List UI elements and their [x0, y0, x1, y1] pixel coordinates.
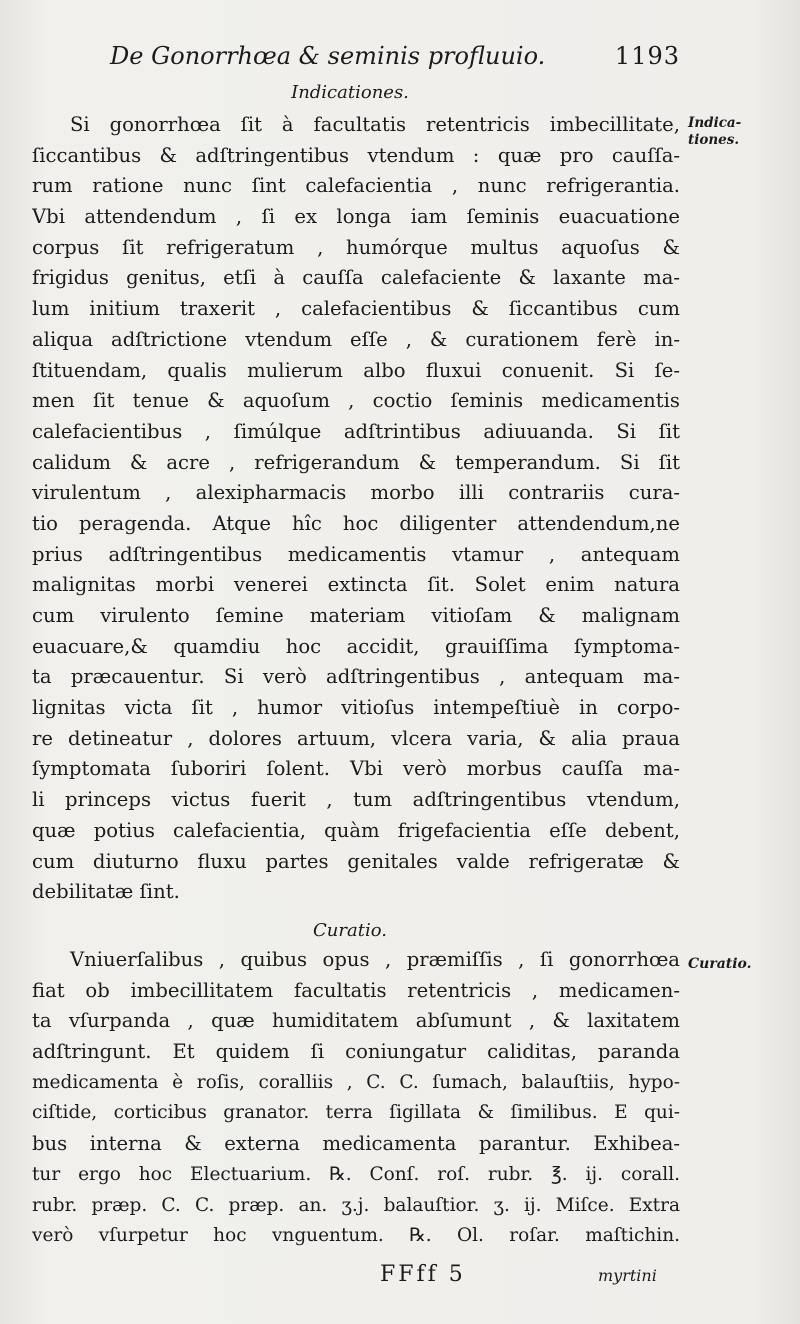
text-line: lignitas victa ſit , humor vitioſus intempeſtiuè in corpo- — [32, 696, 680, 720]
text-line: Si gonorrhœa ſit à facultatis retentricis imbecillitate, — [70, 113, 680, 136]
text-line: men ſit tenue & aquoſum , coctio ſeminis medicamentis — [32, 389, 680, 413]
text-line: cum virulento ſemine materiam vitioſam & malignam — [32, 604, 680, 627]
text-line: rum ratione nunc ſint calefacientia , nunc refrigerantia. — [32, 174, 680, 198]
text-line: Vbi attendendum , ſi ex longa iam ſeminis euacuatione — [32, 205, 680, 229]
text-line: tur ergo hoc Electuarium. ℞. Conſ. roſ. rubr. ℥. ij. corall. — [32, 1163, 680, 1185]
text-line: aliqua adſtrictione vtendum eſſe , & curationem ferè in- — [32, 327, 680, 351]
text-line: ſiccantibus & adſtringentibus vtendum : quæ pro cauſſa- — [32, 143, 680, 167]
text-line: fiat ob imbecillitatem facultatis retentricis , medicamen- — [32, 978, 680, 1002]
text-line: ta vſurpanda , quæ humiditatem abſumunt , & laxitatem — [32, 1009, 680, 1033]
text-line: debilitatæ ſint. — [32, 880, 180, 904]
text-line: virulentum , alexipharmacis morbo illi contrariis cura- — [32, 481, 680, 505]
margin-note-line: Indica- — [688, 115, 742, 131]
margin-note-line: Curatio. — [688, 956, 752, 972]
text-line: calidum & acre , refrigerandum & temperandum. Si ſit — [32, 450, 680, 474]
heading-curatio: Curatio. — [313, 920, 387, 941]
text-line: cum diuturno fluxu partes genitales valde refrigeratæ & — [32, 849, 680, 873]
text-line: re detineatur , dolores artuum, vlcera varia, & alia praua — [32, 726, 680, 750]
text-line: calefacientibus , ſimúlque adſtrintibus adiuuanda. Si ſit — [32, 419, 680, 443]
running-head-title: De Gonorrhœa & seminis profluuio. — [110, 42, 546, 70]
text-line: bus interna & externa medicamenta parantur. Exhibea- — [32, 1132, 680, 1156]
text-line: Vniuerſalibus , quibus opus , præmiſſis , ſi gonorrhœa — [70, 948, 680, 971]
text-line: ciſtide, corticibus granator. terra ſigillata & ſimilibus. E qui- — [32, 1102, 680, 1124]
text-line: ſtituendam, qualis mulierum albo fluxui conuenit. Si ſe- — [32, 358, 680, 382]
catchword: myrtini — [598, 1266, 657, 1285]
page-number: 1193 — [614, 42, 680, 70]
text-line: tio peragenda. Atque hîc hoc diligenter attendendum,ne — [32, 511, 680, 535]
text-line: lum initium traxerit , calefacientibus & ſiccantibus cum — [32, 297, 680, 321]
indicationes-paragraph — [32, 110, 680, 908]
text-line: euacuare,& quamdiu hoc accidit, grauiſſima ſymptoma- — [32, 634, 680, 658]
text-line: ta præcauentur. Si verò adſtringentibus , antequam ma- — [32, 665, 680, 689]
text-line: verò vſurpetur hoc vnguentum. ℞. Ol. roſar. maſtichin. — [32, 1225, 680, 1247]
text-line: frigidus genitus, etſi à cauſſa calefaciente & laxante ma- — [32, 266, 680, 290]
text-line: ſymptomata ſuboriri ſolent. Vbi verò morbus cauſſa ma- — [32, 757, 680, 781]
text-line: rubr. præp. C. C. præp. an. ʒ.j. balauſtior. ʒ. ij. Miſce. Extra — [32, 1194, 680, 1216]
margin-note-curatio — [688, 956, 798, 973]
text-line: adſtringunt. Et quidem ſi coniungatur caliditas, paranda — [32, 1040, 680, 1064]
signature-mark: FFff 5 — [380, 1262, 466, 1287]
curatio-paragraph — [32, 945, 680, 1252]
text-line: prius adſtringentibus medicamentis vtamur , antequam — [32, 542, 680, 566]
text-line: medicamenta è roſis, coralliis , C. C. ſumach, balauſtiis, hypo- — [32, 1071, 680, 1093]
text-line: malignitas morbi venerei extincta ſit. Solet enim natura — [32, 573, 680, 597]
margin-note-line: tiones. — [688, 132, 740, 148]
text-line: li princeps victus fuerit , tum adſtringentibus vtendum, — [32, 788, 680, 812]
text-line: quæ potius calefacientia, quàm frigefacientia eſſe debent, — [32, 818, 680, 842]
text-line: corpus ſit refrigeratum , humórque multus aquoſus & — [32, 235, 680, 259]
running-head — [110, 42, 680, 70]
margin-note-indicationes — [688, 115, 798, 149]
heading-indicationes: Indicationes. — [291, 82, 409, 103]
